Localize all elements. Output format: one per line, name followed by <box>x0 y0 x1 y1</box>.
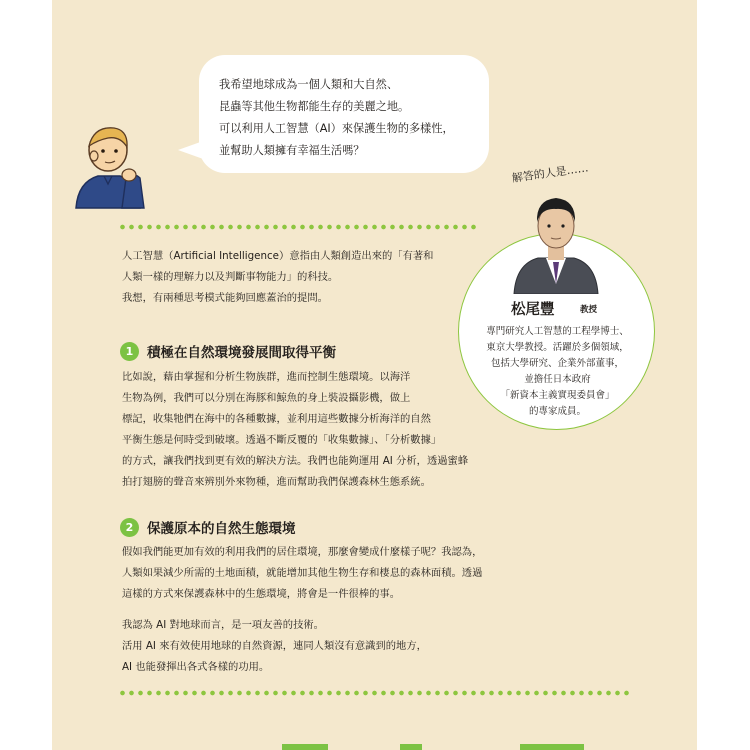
section-2-heading <box>120 517 296 537</box>
bottom-decoration <box>520 744 584 750</box>
body-line: 比如說，藉由掌握和分析生物族群，進而控制生態環境。以海洋 <box>122 371 411 383</box>
body-line: 標記，收集牠們在海中的各種數據，並利用這些數據分析海洋的自然 <box>122 413 431 425</box>
section-title: 保護原本的自然生態環境 <box>147 521 296 537</box>
professor-name: 松尾豐 <box>511 302 555 318</box>
question-line: 我希望地球成為一個人類和大自然、 <box>219 78 399 91</box>
question-text <box>219 74 484 162</box>
closing-line: 我認為 AI 對地球而言，是一項友善的技術。 <box>122 619 324 631</box>
body-line: 拍打翅膀的聲音來辨別外來物種，進而幫助我們保護森林生態系統。 <box>122 476 431 488</box>
professor-title: 教授 <box>580 305 598 315</box>
body-line: 這樣的方式來保護森林中的生態環境，將會是一件很棒的事。 <box>122 588 401 600</box>
body-line: 假如我們能更加有效的利用我們的居住環境，那麼會變成什麼樣子呢？我認為， <box>122 546 483 558</box>
closing-paragraph <box>122 615 427 678</box>
speech-bubble-tail <box>178 140 206 160</box>
professor-portrait <box>508 184 603 294</box>
child-illustration <box>64 120 164 210</box>
description-line: 專門研究人工智慧的工程學博士、 <box>486 326 629 337</box>
intro-line: 人工智慧（Artificial Intelligence）意指由人類創造出來的「有著和 <box>122 250 434 262</box>
description-line: 的專家成員。 <box>528 406 586 417</box>
body-line: 的方式，讓我們找到更有效的解決方法。我們也能夠運用 AI 分析，透過蜜蜂 <box>122 455 469 467</box>
body-line: 生物為例，我們可以分別在海豚和鯨魚的身上裝設攝影機，做上 <box>122 392 411 404</box>
description-line: 包括大學研究、企業外部董事， <box>490 358 624 369</box>
description-line: 並擔任日本政府 <box>524 374 591 385</box>
body-line: 平衡生態是何時受到破壞。透過不斷反覆的「收集數據」、「分析數據」 <box>122 434 442 446</box>
question-line: 並幫助人類擁有幸福生活嗎？ <box>219 144 365 157</box>
question-line: 昆蟲等其他生物都能生存的美麗之地。 <box>219 100 410 113</box>
intro-line: 人類一樣的理解力以及判斷事物能力」的科技。 <box>122 271 339 283</box>
intro-line: 我想，有兩種思考模式能夠回應蓋治的提問。 <box>122 292 328 304</box>
section-1-heading <box>120 341 336 361</box>
section-title: 積極在自然環境發展間取得平衡 <box>147 345 336 361</box>
bottom-decoration <box>400 744 422 750</box>
description-line: 「新資本主義實現委員會」 <box>500 390 615 401</box>
body-line: 人類如果減少所需的土地面積，就能增加其他生物生存和棲息的森林面積。透過 <box>122 567 483 579</box>
section-number-badge: 2 <box>120 518 139 537</box>
professor-description <box>470 324 645 420</box>
section-2-body <box>122 542 482 605</box>
question-line: 可以利用人工智慧（AI）來保護生物的多樣性， <box>219 122 454 135</box>
section-number-badge: 1 <box>120 342 139 361</box>
answerer-label: 解答的人是…… <box>511 161 590 185</box>
dotted-divider-top <box>118 224 480 230</box>
intro-paragraph <box>122 246 433 309</box>
description-line: 東京大學教授。活躍於多個領域， <box>486 342 629 353</box>
section-1-body <box>122 367 468 493</box>
dotted-divider-bottom <box>118 690 630 696</box>
bottom-decoration <box>282 744 328 750</box>
closing-line: AI 也能發揮出各式各樣的功用。 <box>122 661 270 673</box>
closing-line: 活用 AI 來有效使用地球的自然資源，連同人類沒有意識到的地方， <box>122 640 427 652</box>
